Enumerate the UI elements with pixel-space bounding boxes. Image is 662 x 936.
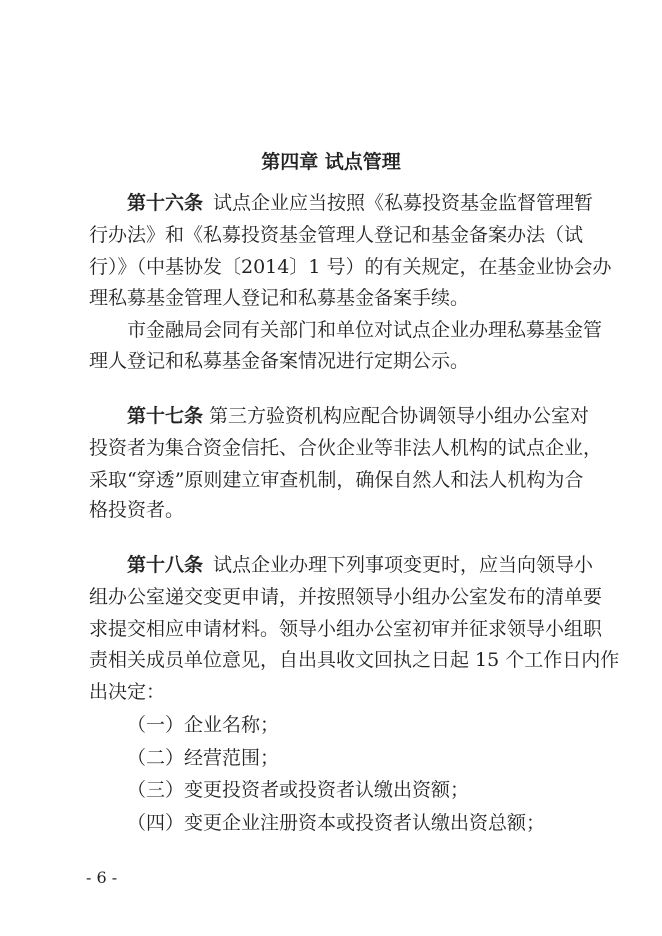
article-16-label: 第十六条 [127,192,204,214]
article-17-label: 第十七条 [127,405,204,427]
article-17-line: 投资者为集合资金信托、合伙企业等非法人机构的试点企业， [89,437,603,459]
article-16-para2-line: 理人登记和私募基金备案情况进行定期公示。 [89,350,470,372]
article-17-line: 格投资者。 [89,499,185,521]
article-18-line: 组办公室递交变更申请，并按照领导小组办公室发布的清单要 [89,586,603,608]
article-16-text: 试点企业应当按照《私募投资基金监督管理暂 [213,192,594,214]
article-16-para2-line: 市金融局会同有关部门和单位对试点企业办理私募基金管 [127,319,603,341]
list-item: （三）变更投资者或投资者认缴出资额； [127,779,470,801]
article-18-text: 试点企业办理下列事项变更时，应当向领导小 [213,554,594,576]
chapter-title: 第四章 试点管理 [261,151,401,173]
article-18-line: 责相关成员单位意见，自出具收文回执之日起 15 个工作日内作 [89,649,620,671]
page-number: - 6 - [86,868,118,887]
list-item: （二）经营范围； [127,747,280,769]
list-item: （一）企业名称； [127,714,280,736]
article-16-line [127,191,593,215]
article-18-label: 第十八条 [127,554,204,576]
article-17-line [127,404,589,428]
list-item: （四）变更企业注册资本或投资者认缴出资总额； [127,812,546,834]
article-17-text: 第三方验资机构应配合协调领导小组办公室对 [209,405,590,427]
article-16-line: 理私募基金管理人登记和私募基金备案手续。 [89,287,470,309]
article-18-line: 求提交相应申请材料。领导小组办公室初审并征求领导小组职 [89,618,603,640]
article-18-line [127,553,593,577]
article-18-line: 出决定： [89,681,166,703]
article-17-line: 采取“穿透”原则建立审查机制，确保自然人和法人机构为合 [89,469,584,491]
article-16-line: 行）》（中基协发〔2014〕1 号）的有关规定，在基金业协会办 [89,256,612,278]
article-16-line: 行办法》和《私募投资基金管理人登记和基金备案办法（试 [89,224,584,246]
